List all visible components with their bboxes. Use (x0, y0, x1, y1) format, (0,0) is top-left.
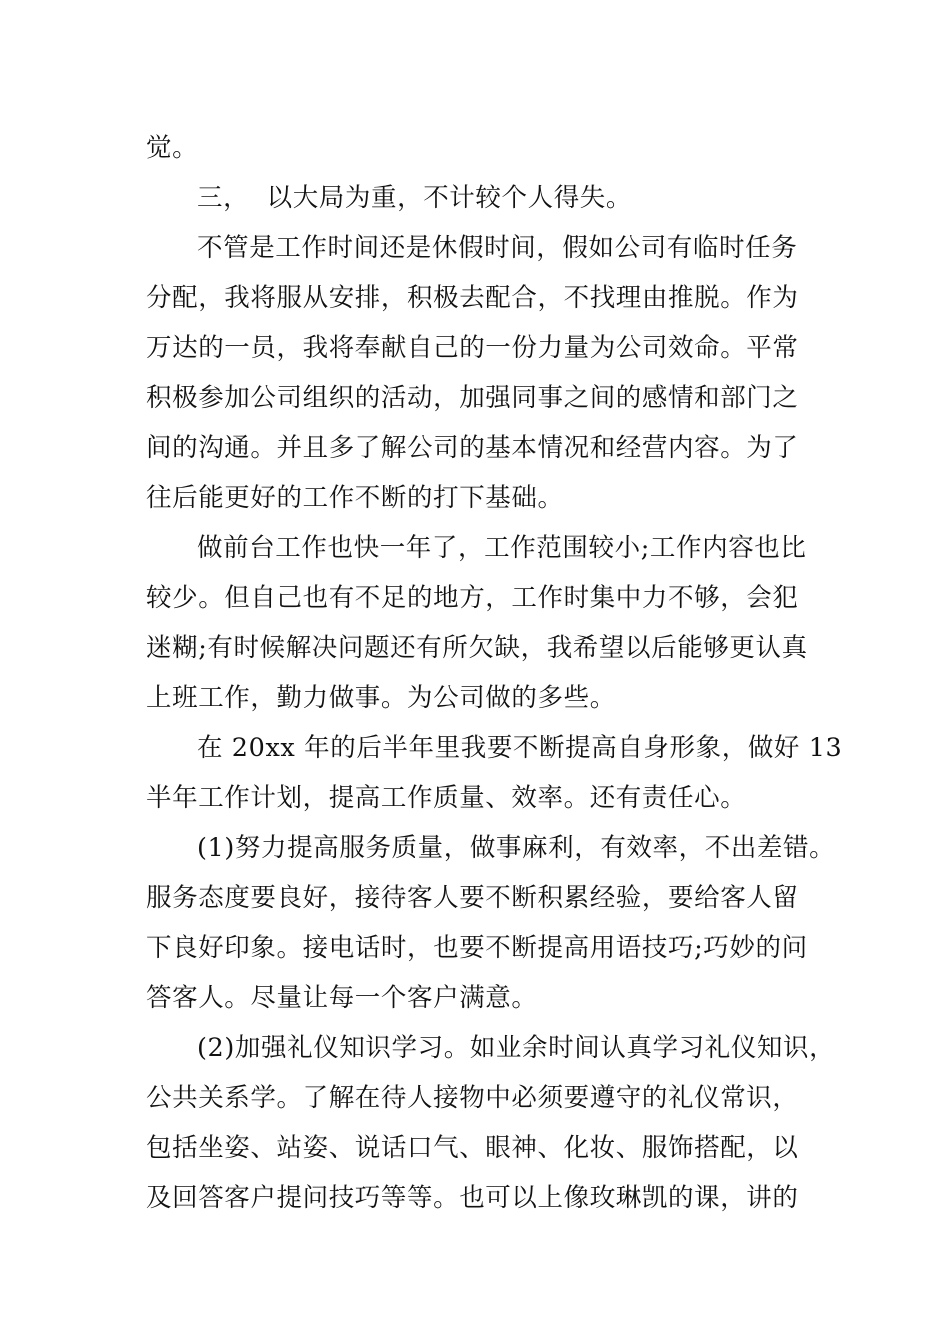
text-line: 做前台工作也快一年了，工作范围较小;工作内容也比 (197, 533, 807, 563)
text-line: 答客人。尽量让每一个客户满意。 (146, 983, 538, 1013)
text-line: 不管是工作时间还是休假时间，假如公司有临时任务 (197, 233, 798, 263)
text-line: 觉。 (146, 133, 199, 163)
text-line: 服务态度要良好，接待客人要不断积累经验，要给客人留 (146, 883, 799, 913)
text-line: 在 20xx 年的后半年里我要不断提高自身形象，做好 13 (197, 733, 843, 763)
text-line: 上班工作，勤力做事。为公司做的多些。 (146, 683, 616, 713)
text-line: 包括坐姿、站姿、说话口气、眼神、化妆、服饰搭配，以 (146, 1133, 799, 1163)
text-line: 及回答客户提问技巧等等。也可以上像玫琳凯的课，讲的 (146, 1183, 799, 1213)
text-line: 往后能更好的工作不断的打下基础。 (146, 483, 564, 513)
text-line: 公共关系学。了解在待人接物中必须要遵守的礼仪常识， (146, 1083, 799, 1113)
text-line: (1)努力提高服务质量，做事麻利，有效率，不出差错。 (197, 833, 836, 863)
text-line: 迷糊;有时候解决问题还有所欠缺，我希望以后能够更认真 (146, 633, 808, 663)
text-line: 较少。但自己也有不足的地方，工作时集中力不够，会犯 (146, 583, 799, 613)
text-line: 积极参加公司组织的活动，加强同事之间的感情和部门之 (146, 383, 799, 413)
text-line: 万达的一员，我将奉献自己的一份力量为公司效命。平常 (146, 333, 799, 363)
section-heading: 三， 以大局为重，不计较个人得失。 (197, 183, 633, 213)
text-line: 间的沟通。并且多了解公司的基本情况和经营内容。为了 (146, 433, 799, 463)
text-line: 下良好印象。接电话时，也要不断提高用语技巧;巧妙的问 (146, 933, 808, 963)
text-line: (2)加强礼仪知识学习。如业余时间认真学习礼仪知识， (197, 1033, 836, 1063)
text-line: 半年工作计划，提高工作质量、效率。还有责任心。 (146, 783, 747, 813)
text-line: 分配，我将服从安排，积极去配合，不找理由推脱。作为 (146, 283, 799, 313)
